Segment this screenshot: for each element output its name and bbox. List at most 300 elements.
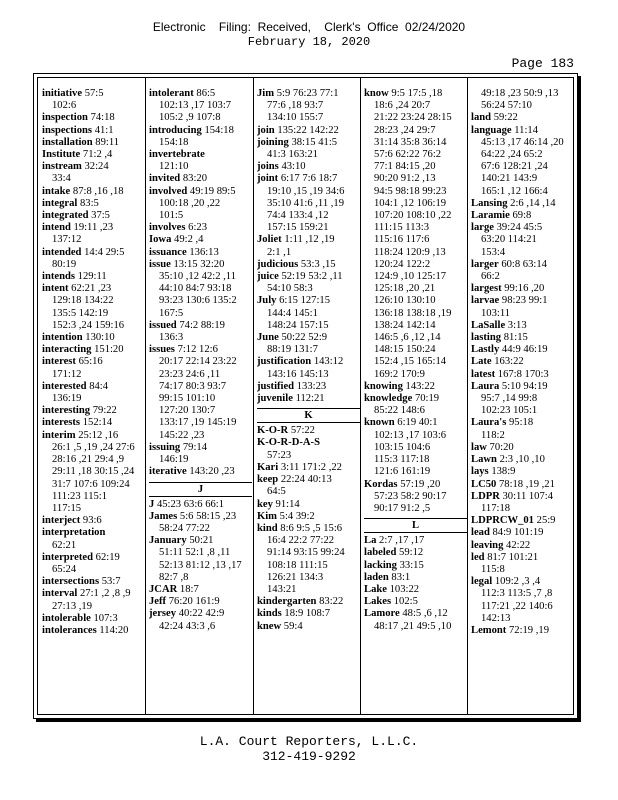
filing-stamp-line: Electronic Filing: Received, Clerk's Office 02/24/2020 — [152, 20, 466, 34]
index-entry — [257, 393, 360, 405]
index-term: labeled — [364, 547, 397, 559]
index-term: kind — [257, 522, 278, 534]
index-entry — [471, 112, 574, 124]
index-term: Laramie — [471, 210, 510, 222]
page-line-refs: 126:10 130:10 — [374, 295, 436, 307]
page-line-refs: 40:22 42:9 — [178, 608, 225, 620]
page-line-refs: 43:10 — [281, 161, 306, 173]
page-line-refs: 74:18 — [90, 112, 115, 124]
index-term: introducing — [149, 124, 202, 136]
page-line-refs: 136:18 138:18 ,19 — [374, 307, 452, 319]
index-entry — [257, 125, 360, 137]
page-line-refs: 108:18 111:15 — [267, 559, 328, 571]
index-entry — [42, 247, 145, 259]
index-term: intends — [42, 271, 75, 283]
page-line-refs: 2:7 ,17 ,17 — [379, 535, 425, 547]
index-entry — [149, 499, 252, 511]
page-line-refs: 28:16 ,21 29:4 ,9 — [52, 454, 125, 466]
page-line-refs: 71:2 ,4 — [82, 149, 113, 161]
page-line-refs: 138:9 — [491, 466, 516, 478]
page-line-refs: 148:15 150:24 — [374, 344, 436, 356]
page-line-refs: 129:11 — [77, 271, 107, 283]
index-term: Joliet — [257, 234, 282, 246]
index-entry — [257, 332, 360, 344]
page-line-refs: 59:12 — [399, 547, 424, 559]
page-line-refs: 60:8 63:14 — [501, 258, 547, 270]
index-entry — [364, 535, 467, 547]
page-line-refs: 112:3 113:5 ,7 ,8 — [481, 588, 553, 600]
page-line-refs: 48:5 ,6 ,12 — [402, 608, 448, 620]
page-line-refs: 39:24 45:5 — [496, 222, 543, 234]
index-entry — [149, 442, 252, 454]
page-line-refs: 57:22 — [290, 425, 315, 437]
page-line-refs: 99:16 ,20 — [504, 283, 545, 295]
index-term: interval — [42, 588, 78, 600]
index-entry — [364, 596, 467, 608]
page-line-refs: 133:17 ,19 145:19 — [159, 417, 237, 429]
index-term: land — [471, 112, 492, 124]
page-line-refs: 66:2 — [481, 271, 500, 283]
page-line-refs: 59:22 — [493, 112, 518, 124]
index-term: lays — [471, 466, 489, 478]
page-line-refs: 83:22 — [319, 596, 344, 608]
court-reporter-name: L.A. Court Reporters, L.L.C. — [199, 734, 419, 749]
page-line-refs: 25:12 ,16 — [78, 429, 119, 441]
index-entry — [257, 596, 360, 608]
page-line-refs: 154:18 — [204, 124, 234, 136]
index-term: K-O-R-D-A-S — [257, 437, 320, 449]
index-term: intake — [42, 185, 71, 197]
page-line-refs: 127:20 130:7 — [159, 405, 216, 417]
page-line-refs: 79:14 — [182, 441, 208, 453]
index-term: juice — [257, 271, 279, 283]
page-line-refs: 31:14 35:8 36:14 — [374, 136, 447, 148]
page-line-refs: 5:9 76:23 77:1 — [276, 88, 339, 99]
page-line-refs: 65:24 — [52, 563, 77, 575]
index-column-4 — [364, 88, 467, 710]
index-term: intolerant — [149, 88, 194, 99]
index-term: justification — [257, 356, 312, 368]
page-line-refs: 70:20 — [489, 441, 514, 453]
index-entry — [364, 479, 467, 491]
page-line-refs: 154:18 — [159, 136, 189, 148]
index-term: JCAR — [149, 583, 178, 595]
index-table — [37, 77, 574, 715]
index-term: integral — [42, 197, 78, 209]
index-entry — [257, 356, 360, 368]
index-entry — [149, 511, 252, 523]
index-term: Jeff — [149, 596, 167, 608]
index-entry — [42, 149, 145, 161]
index-entry — [42, 271, 145, 283]
page-line-refs: 157:15 159:21 — [267, 222, 329, 234]
index-term: initiative — [42, 88, 83, 99]
page-line-refs: 38:15 41:5 — [291, 136, 338, 148]
index-term: interject — [42, 515, 81, 527]
index-term: interested — [42, 380, 87, 392]
index-term: knew — [257, 620, 282, 632]
page-line-refs: 62:21 ,23 — [71, 283, 112, 295]
index-term: latest — [471, 368, 496, 380]
index-term: invited — [149, 173, 181, 185]
page-line-refs: 6:19 40:1 — [397, 417, 438, 429]
page-line-refs: 83:5 — [79, 197, 99, 209]
index-entry — [257, 425, 360, 437]
index-entry — [257, 381, 360, 393]
page-line-refs: 30:11 107:4 — [502, 490, 554, 502]
page-line-refs: 83:20 — [182, 173, 207, 185]
index-entry — [364, 417, 467, 429]
index-entry — [149, 320, 252, 332]
page-line-refs: 11:14 — [514, 124, 539, 136]
index-term: intersections — [42, 576, 100, 588]
page-line-refs: 20:17 22:14 23:22 — [159, 356, 237, 368]
index-entry — [42, 161, 145, 173]
index-entry — [149, 535, 252, 547]
page-line-refs: 135:5 142:19 — [52, 307, 109, 319]
index-entry — [42, 112, 145, 124]
index-entry — [257, 462, 360, 474]
page-line-refs: 117:15 — [52, 502, 82, 514]
page-line-refs: 102:5 — [393, 596, 418, 608]
index-entry — [42, 576, 145, 588]
index-entry — [471, 540, 574, 552]
index-term: intended — [42, 246, 82, 258]
index-term: issue — [149, 258, 171, 270]
page-line-refs: 143:12 — [313, 356, 344, 368]
index-entry — [149, 149, 252, 161]
page-line-refs: 62:21 — [52, 539, 77, 551]
page-line-refs: 143:22 — [405, 380, 435, 392]
index-term: J — [149, 498, 155, 510]
page-line-refs: 13:15 32:20 — [173, 258, 225, 270]
page-line-refs: 104:1 ,12 106:19 — [374, 197, 447, 209]
index-entry — [257, 499, 360, 511]
index-term: issues — [149, 344, 175, 356]
letter-section-header: K — [257, 408, 360, 423]
index-term: Iowa — [149, 234, 172, 246]
index-entry — [471, 527, 574, 539]
page-line-refs: 16:4 22:2 77:22 — [267, 535, 335, 547]
page-line-refs: 49:18 ,23 50:9 ,13 — [481, 88, 559, 99]
index-entry — [149, 584, 252, 596]
index-term: Jim — [257, 88, 275, 99]
page-line-refs: 107:3 — [93, 612, 118, 624]
index-term: iterative — [149, 466, 187, 478]
page-line-refs: 5:6 58:15 ,23 — [179, 510, 237, 522]
index-term: jersey — [149, 608, 177, 620]
index-term: issued — [149, 319, 177, 331]
page-line-refs: 18:6 ,24 20:7 — [374, 100, 431, 112]
index-entry — [257, 474, 360, 486]
page-line-refs: 144:4 145:1 — [267, 307, 318, 319]
index-entry — [42, 88, 145, 100]
index-term: Lake — [364, 583, 387, 595]
page-line-refs: 5:10 94:19 — [501, 380, 548, 392]
page-line-refs: 57:23 58:2 90:17 — [374, 490, 447, 502]
index-term: Lemont — [471, 624, 507, 636]
page-line-refs: 25:9 — [536, 515, 556, 527]
index-term: lead — [471, 527, 490, 539]
index-term: LDPR — [471, 490, 500, 502]
index-entry — [149, 247, 252, 259]
page-line-refs: 53:7 — [101, 576, 121, 588]
page-line-refs: 100:18 ,20 ,22 — [159, 197, 221, 209]
page-line-refs: 2:6 ,14 ,14 — [510, 197, 556, 209]
page-line-refs: 143:16 145:13 — [267, 368, 329, 380]
page-line-refs: 22:24 40:13 — [280, 474, 332, 486]
page-line-refs: 93:23 130:6 135:2 — [159, 295, 237, 307]
page-line-refs: 86:5 — [196, 88, 216, 99]
index-term: knowledge — [364, 393, 413, 405]
page-line-refs: 70:19 — [414, 393, 440, 405]
page-line-refs: 115:16 117:6 — [374, 234, 430, 246]
page-line-refs: 50:21 — [189, 535, 214, 547]
index-entry — [149, 173, 252, 185]
index-term: installation — [42, 136, 93, 148]
index-entry — [471, 491, 574, 503]
index-entry — [471, 198, 574, 210]
index-term: know — [364, 88, 389, 99]
index-entry — [42, 625, 145, 637]
index-term: judicious — [257, 258, 299, 270]
index-entry — [42, 356, 145, 368]
page-line-refs: 91:14 — [275, 498, 300, 510]
page-line-refs: 2:1 ,1 — [267, 246, 292, 258]
page-line-refs: 136:3 — [159, 332, 184, 344]
index-term: intolerable — [42, 612, 91, 624]
filing-date: February 18, 2020 — [247, 35, 371, 49]
index-entry — [364, 572, 467, 584]
index-entry — [257, 608, 360, 620]
index-entry — [42, 137, 145, 149]
column-divider — [253, 78, 254, 714]
page-line-refs: 117:21 ,22 140:6 — [481, 600, 553, 612]
page-line-refs: 35:10 41:6 ,11 ,19 — [267, 197, 345, 209]
index-entry — [471, 356, 574, 368]
index-term: invertebrate — [149, 149, 205, 161]
index-term: intend — [42, 222, 71, 234]
page-line-refs: 102:13 ,17 103:6 — [374, 429, 447, 441]
index-term: issuance — [149, 246, 187, 258]
index-term: joint — [257, 173, 279, 185]
page-line-refs: 1:11 ,12 ,19 — [284, 234, 335, 246]
index-entry — [257, 511, 360, 523]
index-term: laden — [364, 571, 389, 583]
index-entry — [471, 320, 574, 332]
index-term: intention — [42, 332, 83, 344]
page-line-refs: 79:22 — [92, 405, 117, 417]
index-term: led — [471, 551, 485, 563]
index-entry — [42, 405, 145, 417]
page-line-refs: 89:11 — [95, 136, 120, 148]
page-line-refs: 41:1 — [94, 124, 114, 136]
index-term: keep — [257, 474, 279, 486]
index-column-2 — [149, 88, 252, 710]
index-term: intolerances — [42, 624, 97, 636]
page-line-refs: 29:11 ,18 30:15 ,24 — [52, 466, 135, 478]
index-term: instream — [42, 161, 82, 173]
page-line-refs: 109:2 ,3 ,4 — [494, 576, 541, 588]
index-entry — [149, 466, 252, 478]
page-line-refs: 74:2 88:19 — [179, 319, 225, 331]
index-term: James — [149, 510, 178, 522]
index-term: June — [257, 332, 279, 344]
index-entry — [42, 332, 145, 344]
page-line-refs: 3:13 — [507, 319, 527, 331]
index-term: large — [471, 222, 494, 234]
index-term: inspections — [42, 124, 93, 136]
index-term: involved — [149, 185, 188, 197]
page-line-refs: 146:19 — [159, 454, 189, 466]
page-line-refs: 78:18 ,19 ,21 — [498, 478, 555, 490]
page-line-refs: 148:24 157:15 — [267, 319, 329, 331]
page-line-refs: 6:23 — [188, 222, 207, 234]
index-term: Lawn — [471, 454, 497, 466]
page-line-refs: 146:5 ,6 ,12 ,14 — [374, 332, 441, 344]
page-line-refs: 93:6 — [82, 515, 102, 527]
page-line-refs: 65:16 — [78, 356, 103, 368]
index-entry — [471, 344, 574, 356]
page-line-refs: 21:22 23:24 28:15 — [374, 112, 452, 124]
index-term: lacking — [364, 559, 397, 571]
page-line-refs: 143:20 ,23 — [189, 466, 235, 478]
index-term: larvae — [471, 295, 500, 307]
page-line-refs: 103:15 104:6 — [374, 441, 431, 453]
index-column-5 — [471, 88, 574, 710]
page-line-refs: 152:14 — [82, 417, 113, 429]
page-line-refs: 81:15 — [503, 332, 528, 344]
column-divider — [145, 78, 146, 714]
index-entry — [471, 454, 574, 466]
page-line-refs: 124:9 ,10 125:17 — [374, 271, 447, 283]
page-line-refs: 42:24 43:3 ,6 — [159, 620, 216, 632]
page-line-refs: 94:5 98:18 99:23 — [374, 185, 447, 197]
page-line-refs: 27:1 ,2 ,8 ,9 — [79, 588, 131, 600]
index-entry — [42, 210, 145, 222]
index-entry — [42, 381, 145, 393]
index-term: kinds — [257, 608, 282, 620]
index-entry — [364, 381, 467, 393]
page-line-refs: 18:7 — [179, 583, 199, 595]
index-entry — [364, 547, 467, 559]
page-line-refs: 80:19 — [52, 258, 77, 270]
page-line-refs: 121:6 161:19 — [374, 466, 431, 478]
index-term: interpreted — [42, 551, 93, 563]
index-entry — [42, 588, 145, 600]
index-term: largest — [471, 283, 502, 295]
page-line-refs: 105:2 ,9 107:8 — [159, 112, 221, 124]
index-term: justified — [257, 380, 295, 392]
index-term: Laura's — [471, 417, 507, 429]
page-line-refs: 142:13 — [481, 612, 511, 624]
column-divider — [467, 78, 468, 714]
page-line-refs: 101:5 — [159, 210, 184, 222]
page-line-refs: 134:10 155:7 — [267, 112, 324, 124]
index-entry — [471, 381, 574, 393]
page-line-refs: 117:18 — [481, 502, 511, 514]
page-line-refs: 26:1 ,5 ,19 ,24 27:6 — [52, 441, 135, 453]
index-entry — [42, 186, 145, 198]
page-line-refs: 138:24 142:14 — [374, 319, 436, 331]
court-reporter-phone: 312-419-9292 — [262, 749, 356, 764]
page-line-refs: 115:8 — [481, 563, 505, 575]
index-term: inspection — [42, 112, 88, 124]
index-entry — [42, 125, 145, 137]
index-entry — [471, 515, 574, 527]
page-line-refs: 169:2 170:9 — [374, 368, 425, 380]
index-term: leaving — [471, 539, 504, 551]
index-term: known — [364, 417, 395, 429]
page-line-refs: 136:13 — [189, 246, 219, 258]
index-term: involves — [149, 222, 186, 234]
page-line-refs: 74:4 133:4 ,12 — [267, 210, 329, 222]
index-entry — [257, 295, 360, 307]
page-line-refs: 102:6 — [52, 100, 77, 112]
index-entry — [471, 479, 574, 491]
index-entry — [471, 442, 574, 454]
letter-section-header: J — [149, 482, 252, 497]
page-line-refs: 114:20 — [99, 624, 129, 636]
page-line-refs: 136:19 — [52, 393, 82, 405]
page-line-refs: 28:23 ,24 29:7 — [374, 124, 436, 136]
index-term: K-O-R — [257, 425, 289, 437]
index-entry — [257, 259, 360, 271]
index-entry — [257, 88, 360, 100]
page-line-refs: 9:5 17:5 ,18 — [391, 88, 443, 99]
index-term: intent — [42, 283, 69, 295]
index-term: Kari — [257, 461, 279, 473]
page-line-refs: 118:24 120:9 ,13 — [374, 246, 446, 258]
page-line-refs: 167:8 170:3 — [497, 368, 549, 380]
index-term: lasting — [471, 332, 502, 344]
index-term: integrated — [42, 210, 89, 222]
page-line-refs: 57:6 62:22 76:2 — [374, 149, 442, 161]
page-line-refs: 54:10 58:3 — [267, 283, 313, 295]
index-term: key — [257, 498, 273, 510]
index-entry — [471, 210, 574, 222]
index-term: LC50 — [471, 478, 497, 490]
index-term: language — [471, 124, 512, 136]
index-term: July — [257, 295, 277, 307]
page-line-refs: 35:10 ,12 42:2 ,11 — [159, 271, 237, 283]
page-line-refs: 37:5 — [91, 210, 110, 222]
index-term: interest — [42, 356, 76, 368]
index-term: LaSalle — [471, 319, 506, 331]
index-term: larger — [471, 258, 499, 270]
page-line-refs: 115:3 117:18 — [374, 454, 430, 466]
index-column-1 — [42, 88, 145, 710]
page-number: Page 183 — [511, 56, 574, 71]
index-entry — [257, 137, 360, 149]
page-line-refs: 133:23 — [296, 380, 327, 392]
index-entry — [364, 608, 467, 620]
index-entry — [42, 430, 145, 442]
page-line-refs: 152:3 ,24 159:16 — [52, 319, 125, 331]
page-line-refs: 171:12 — [52, 368, 82, 380]
index-term: Lamore — [364, 608, 400, 620]
page-line-refs: 42:22 — [506, 539, 531, 551]
page-line-refs: 90:20 91:2 ,13 — [374, 173, 436, 185]
index-term: legal — [471, 576, 493, 588]
page-line-refs: 49:2 ,4 — [174, 234, 204, 246]
index-term: interpretation — [42, 527, 106, 539]
index-term: January — [149, 535, 187, 547]
page-line-refs: 153:4 — [481, 246, 506, 258]
page-line-refs: 85:22 148:6 — [374, 405, 425, 417]
index-term: LDPRCW_01 — [471, 515, 534, 527]
index-entry — [257, 161, 360, 173]
